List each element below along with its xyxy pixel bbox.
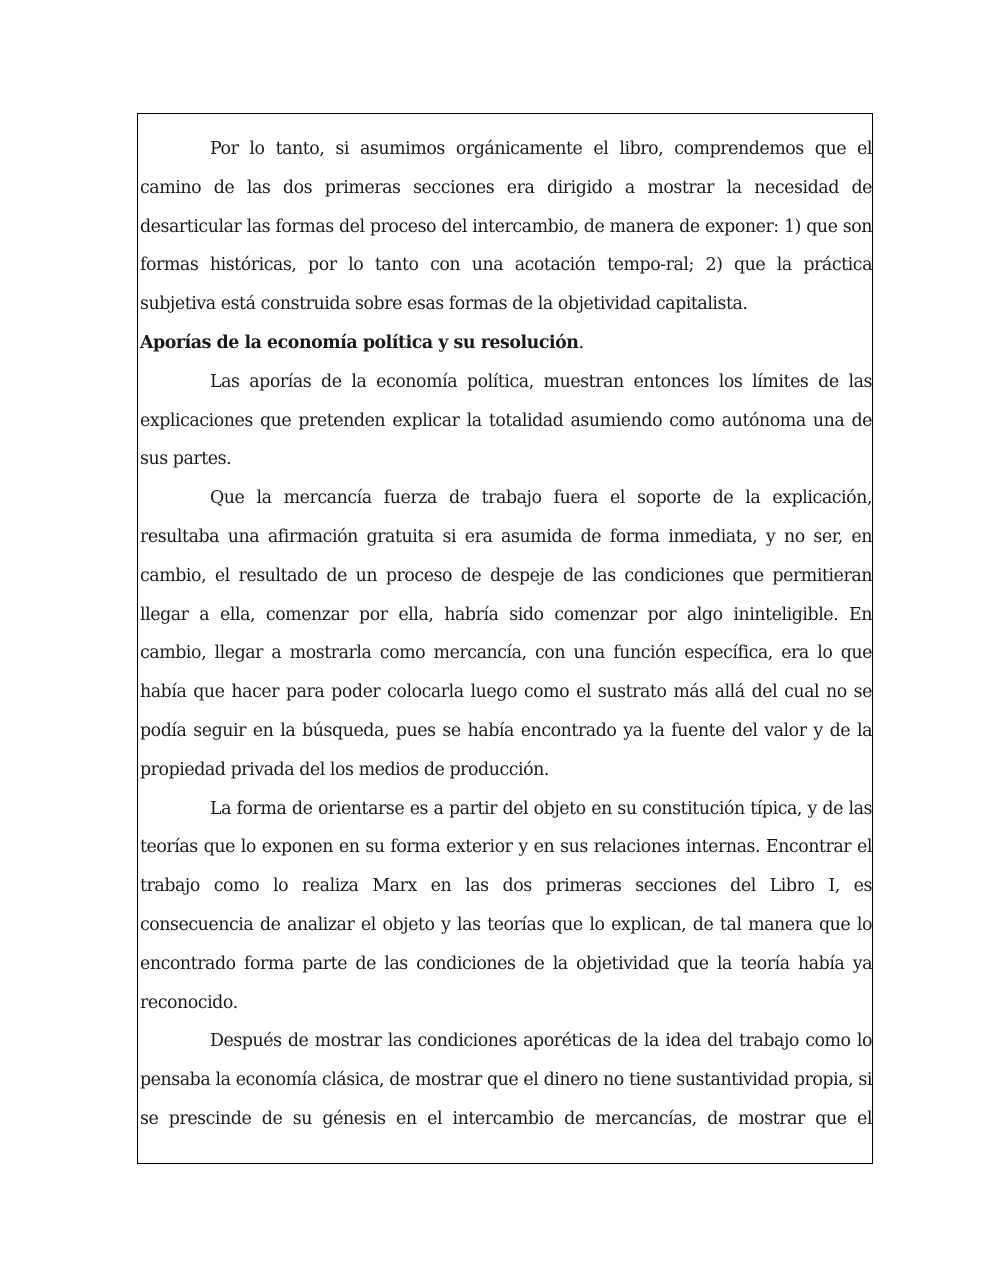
- section-heading-period: .: [578, 332, 584, 353]
- section-heading-text: Aporías de la economía política y su resolución: [140, 332, 579, 353]
- paragraph-2: Las aporías de la economía política, muestran entonces los límites de las explicaciones que pretenden explicar la totalidad asumiendo como autónoma una de sus partes.: [140, 371, 872, 470]
- paragraph-4: La forma de orientarse es a partir del objeto en su constitución típica, y de las teorías que lo exponen en su forma exterior y en sus relaciones internas. Encontrar el trabajo como lo realiza Marx en las dos primeras secciones del Libro I, es consecuencia de analizar el objeto y las teorías que lo explican, de tal manera que lo encontrado forma parte de las condiciones de la objetividad que la teoría había ya reconocido.: [140, 798, 872, 1013]
- section-heading: [140, 324, 872, 363]
- document-body: [140, 130, 872, 1139]
- paragraph-5: Después de mostrar las condiciones aporéticas de la idea del trabajo como lo pensaba la economía clásica, de mostrar que el dinero no tiene sustantividad propia, si se prescinde de su génesis en el intercambio de mercancías, de mostrar que el: [140, 1031, 872, 1129]
- page-frame: [137, 113, 873, 1164]
- paragraph-3: Que la mercancía fuerza de trabajo fuera el soporte de la explicación, resultaba una afirmación gratuita si era asumida de forma inmediata, y no ser, en cambio, el resultado de un proceso de despeje de las condiciones que permitieran llegar a ella, comenzar por ella, habría sido comenzar por algo ininteligible. En cambio, llegar a mostrarla como mercancía, con una función específica, era lo que había que hacer para poder colocarla luego como el sustrato más allá del cual no se podía seguir en la búsqueda, pues se había encontrado ya la fuente del valor y de la propiedad privada del los medios de producción.: [140, 488, 872, 780]
- paragraph-1: Por lo tanto, si asumimos orgánicamente el libro, comprendemos que el camino de las dos primeras secciones era dirigido a mostrar la necesidad de desarticular las formas del proceso del intercambio, de manera de exponer: 1) que son formas históricas, por lo tanto con una acotación tempo-ral; 2) que la práctica subjetiva está construida sobre esas formas de la objetividad capitalista.: [140, 139, 872, 315]
